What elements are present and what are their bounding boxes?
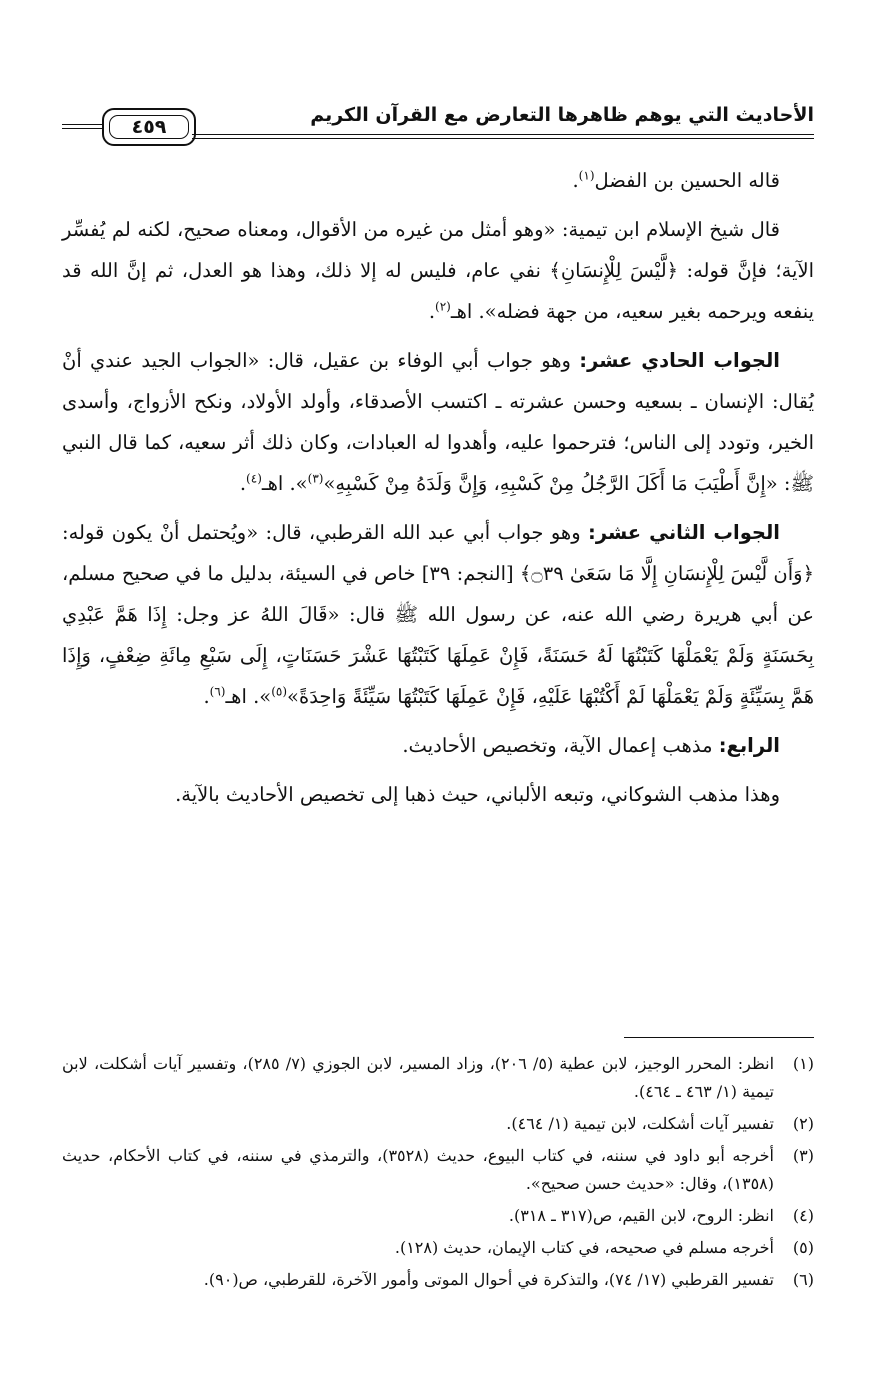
- header-rule-stub: [62, 124, 102, 129]
- footnote-item: [62, 1234, 814, 1262]
- book-page: [62, 0, 814, 1380]
- running-title: الأحاديث التي يوهم ظاهرها التعارض مع القرآن الكريم: [310, 104, 814, 126]
- footnote-ref[interactable]: (٣): [307, 471, 324, 486]
- section-heading: الجواب الحادي عشر:: [579, 349, 780, 372]
- paragraph-4: الجواب الثاني عشر: وهو جواب أبي عبد الله القرطبي، قال: «ويُحتمل أنْ يكون قوله: ﴿وَأَن لَّيْسَ لِلْإِنسَانِ إِلَّا مَا سَعَىٰ ۝٣٩﴾ [النجم: ٣٩] خاص في السيئة، بدليل ما في صحيح مسلم، عن أبي هريرة رضي الله عنه، عن رسول الله ﷺ قال: «قَالَ اللهُ عز وجل: إِذَا هَمَّ عَبْدِي بِحَسَنَةٍ وَلَمْ يَعْمَلْهَا كَتَبْتُهَا لَهُ حَسَنَةً، فَإِنْ عَمِلَهَا كَتَبْتُهَا عَشْرَ حَسَنَاتٍ، إِلَى سَبْعِ مِائَةِ ضِعْفٍ، وَإِذَا هَمَّ بِسَيِّئَةٍ وَلَمْ يَعْمَلْهَا لَمْ أَكْتُبْهَا عَلَيْهِ، فَإِنْ عَمِلَهَا كَتَبْتُهَا سَيِّئَةً وَاحِدَةً»$^{(٥)}$». اهـ$^{(٦)}$.: [62, 521, 815, 708]
- paragraph-1: قاله الحسين بن الفضل$^{(١)}$.: [572, 168, 780, 192]
- footnote-number: (٢): [792, 1114, 814, 1133]
- footnote-number: (٣): [792, 1146, 814, 1165]
- page-number: ٤٥٩: [109, 115, 189, 139]
- paragraph-6: وهذا مذهب الشوكاني، وتبعه الألباني، حيث ذهبا إلى تخصيص الأحاديث بالآية.: [175, 783, 780, 806]
- footnote-number: (٥): [792, 1238, 814, 1257]
- footnote-ref[interactable]: (٤): [246, 471, 262, 486]
- footnote-text: انظر: المحرر الوجيز، لابن عطية (٥/ ٢٠٦)، وزاد المسير، لابن الجوزي (٧/ ٢٨٥)، وتفسير آيات أشكلت، لابن تيمية (١/ ٤٦٣ ـ ٤٦٤).: [62, 1054, 775, 1101]
- section-heading: الجواب الثاني عشر:: [588, 521, 780, 544]
- header-rule: [192, 134, 814, 139]
- page-header: [62, 96, 814, 148]
- footnote-item: [62, 1202, 814, 1230]
- footnote-text: أخرجه مسلم في صحيحه، في كتاب الإيمان، حديث (١٢٨).: [394, 1238, 774, 1257]
- footnote-ref[interactable]: (١): [578, 168, 595, 183]
- footnote-number: (٤): [792, 1206, 814, 1225]
- footnote-ref[interactable]: (٦): [209, 684, 226, 699]
- footnote-item: [62, 1050, 814, 1106]
- footnote-text: أخرجه أبو داود في سننه، في كتاب البيوع، حديث (٣٥٢٨)، والترمذي في سننه، في كتاب الأحكام، حديث (١٣٥٨)، وقال: «حديث حسن صحيح».: [62, 1146, 774, 1193]
- paragraph-2: قال شيخ الإسلام ابن تيمية: «وهو أمثل من غيره من الأقوال، ومعناه صحيح، لكنه لم يُفسِّر الآية؛ فإنَّ قوله: ﴿لَّيْسَ لِلْإِنسَانِ﴾ نفي عام، فليس له إلا ذلك، وهذا هو العدل، ثم إنَّ الله قد ينفعه ويرحمه بغير سعيه، من جهة فضله». اهـ$^{(٢)}$.: [62, 218, 815, 323]
- footnote-ref[interactable]: (٢): [435, 299, 451, 314]
- footnotes: [62, 1050, 814, 1298]
- footnote-item: [62, 1142, 814, 1198]
- paragraph-3: الجواب الحادي عشر: وهو جواب أبي الوفاء بن عقيل، قال: «الجواب الجيد عندي أنْ يُقال: الإنسان ـ بسعيه وحسن عشرته ـ اكتسب الأصدقاء، وأولد الأولاد، ونكح الأزواج، وأسدى الخير، وتودد إلى الناس؛ فترحموا عليه، وأهدوا له العبادات، وكان ذلك أثر سعيه، كما قال النبي ﷺ: «إِنَّ أَطْيَبَ مَا أَكَلَ الرَّجُلُ مِنْ كَسْبِهِ، وَإِنَّ وَلَدَهُ مِنْ كَسْبِهِ»$^{(٣)}$». اهـ$^{(٤)}$.: [62, 349, 814, 495]
- section-heading: الرابع:: [718, 734, 780, 757]
- main-text: [62, 160, 814, 823]
- footnote-item: [62, 1110, 814, 1138]
- paragraph-5: الرابع: مذهب إعمال الآية، وتخصيص الأحاديث.: [402, 734, 780, 757]
- footnote-item: [62, 1266, 814, 1294]
- page-number-frame: [102, 108, 196, 146]
- footnote-text: تفسير القرطبي (١٧/ ٧٤)، والتذكرة في أحوال الموتى وأمور الآخرة، للقرطبي، ص(٩٠).: [203, 1270, 774, 1289]
- footnote-separator: [624, 1037, 814, 1038]
- footnote-number: (١): [792, 1054, 814, 1073]
- footnote-ref[interactable]: (٥): [271, 684, 288, 699]
- footnote-text: تفسير آيات أشكلت، لابن تيمية (١/ ٤٦٤).: [506, 1114, 774, 1133]
- footnote-text: انظر: الروح، لابن القيم، ص(٣١٧ ـ ٣١٨).: [508, 1206, 774, 1225]
- footnote-number: (٦): [792, 1270, 814, 1289]
